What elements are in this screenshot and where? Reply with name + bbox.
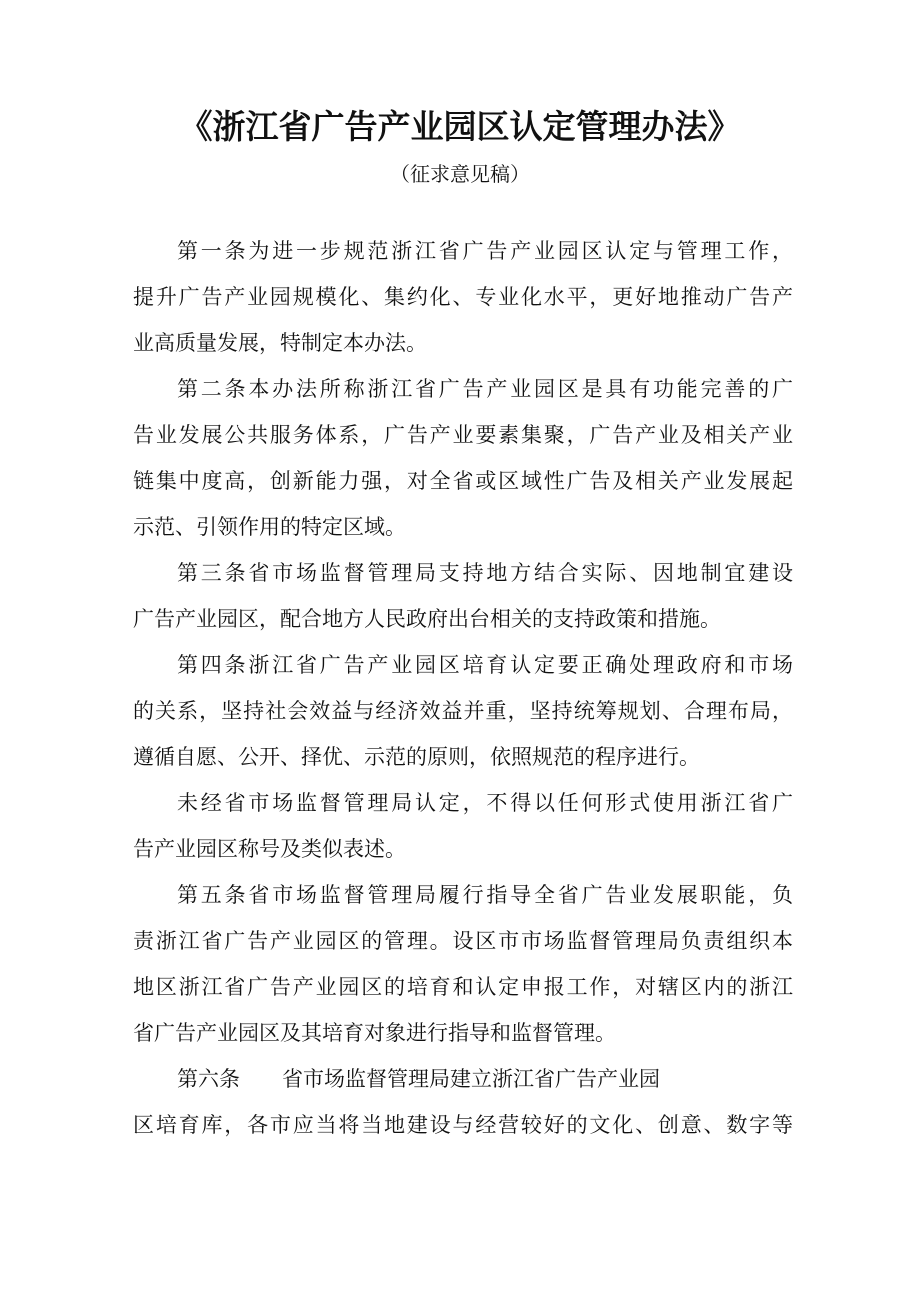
paragraph-line: 第三条省市场监督管理局支持地方结合实际、因地制宜建设 bbox=[177, 561, 793, 585]
paragraph-line: 第五条省市场监督管理局履行指导全省广告业发展职能，负 bbox=[177, 883, 793, 907]
paragraph-line: 示范、引领作用的特定区域。 bbox=[133, 515, 406, 539]
paragraph-line: 告产业园区称号及类似表述。 bbox=[133, 837, 406, 861]
paragraph-line: 第二条本办法所称浙江省广告产业园区是具有功能完善的广 bbox=[177, 377, 793, 401]
paragraph-line: 责浙江省广告产业园区的管理。设区市市场监督管理局负责组织本 bbox=[133, 929, 793, 953]
paragraph-line: 业高质量发展，特制定本办法。 bbox=[133, 331, 427, 355]
document-body bbox=[133, 228, 793, 1148]
paragraph-line: 未经省市场监督管理局认定，不得以任何形式使用浙江省广 bbox=[177, 791, 793, 815]
paragraph-line: 的关系，坚持社会效益与经济效益并重，坚持统筹规划、合理布局， bbox=[133, 699, 793, 723]
paragraph-line: 告业发展公共服务体系，广告产业要素集聚，广告产业及相关产业 bbox=[133, 423, 793, 447]
paragraph-line: 提升广告产业园规模化、集约化、专业化水平，更好地推动广告产 bbox=[133, 285, 793, 309]
paragraph-line: 广告产业园区，配合地方人民政府出台相关的支持政策和措施。 bbox=[133, 607, 721, 631]
paragraph-line: 第四条浙江省广告产业园区培育认定要正确处理政府和市场 bbox=[177, 653, 793, 677]
paragraph-line: 第六条 省市场监督管理局建立浙江省广告产业园 bbox=[177, 1067, 660, 1091]
paragraph-line: 省广告产业园区及其培育对象进行指导和监督管理。 bbox=[133, 1021, 616, 1045]
paragraph-line: 地区浙江省广告产业园区的培育和认定申报工作，对辖区内的浙江 bbox=[133, 975, 793, 999]
paragraph-line: 链集中度高，创新能力强，对全省或区域性广告及相关产业发展起 bbox=[133, 469, 793, 493]
paragraph-line: 第一条为进一步规范浙江省广告产业园区认定与管理工作， bbox=[177, 239, 793, 263]
paragraph-line: 遵循自愿、公开、择优、示范的原则，依照规范的程序进行。 bbox=[133, 745, 700, 769]
paragraph-line: 区培育库，各市应当将当地建设与经营较好的文化、创意、数字等 bbox=[133, 1113, 793, 1137]
document-title: 《浙江省广告产业园区认定管理办法》 bbox=[179, 107, 741, 146]
document-subtitle: （征求意见稿） bbox=[390, 162, 530, 186]
